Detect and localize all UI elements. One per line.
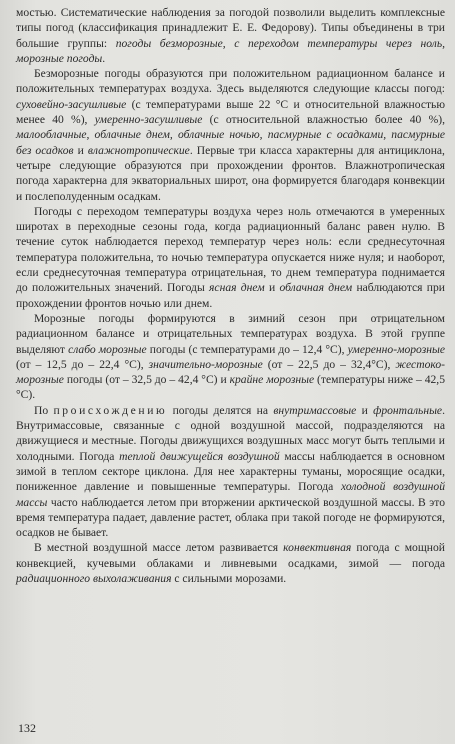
italic-term: фронтальные	[373, 403, 443, 417]
italic-term: умеренно-морозные	[347, 342, 445, 356]
italic-term: умеренно-засушливые	[94, 113, 203, 127]
italic-term: погоды безморозные, с переходом температуры через ноль, морозные погоды	[16, 36, 445, 65]
italic-term: суховейно-засушливые	[16, 97, 127, 111]
text-run: погода с мощной конвекцией, кучевыми облаками и ливневыми осадками, зимой — погода	[16, 541, 445, 570]
italic-term: облачная днем	[279, 281, 353, 295]
text-run: (с температурами выше 22 °С и относительной влажностью менее 40 %),	[16, 97, 445, 127]
italic-term: конвективная	[283, 541, 352, 555]
spaced-term: происхождению	[53, 403, 168, 417]
text-run: . Внутримассовые, связанные с одной воздушной массой, подразделяются на движущиеся и местные. Погоды движущихся воздушных масс могут быть теплыми и холодными. Погода	[16, 403, 445, 463]
italic-term: ясная днем	[209, 281, 265, 295]
page-number: 132	[18, 720, 36, 735]
text-run: (от – 22,5 до – 32,4°С),	[262, 357, 396, 371]
text-run: В местной воздушной массе летом развивается	[34, 541, 284, 555]
paragraph-local-air-mass	[16, 540, 445, 586]
text-run: По	[34, 403, 54, 417]
paragraph-frosty-weather	[16, 311, 445, 403]
text-run: погоды (от – 32,5 до – 42,4 °С) и	[63, 373, 230, 387]
paragraph-frostless-weather	[16, 66, 445, 204]
paragraph-weather-origin	[16, 403, 445, 541]
italic-term: холодной воздушной массы	[16, 480, 445, 509]
text-run: погоды делятся на	[167, 403, 274, 417]
paragraph-zero-crossing-weather	[16, 204, 445, 311]
text-run: Безморозные погоды образуются при положительном радиационном балансе и положительных температурах воздуха. Здесь выделяются следующие классы погод:	[16, 67, 445, 96]
text-run: и	[73, 143, 88, 157]
text-run: (от – 12,5 до – 22,4 °С),	[16, 357, 149, 371]
text-run: (температуры ниже – 42,5 °С).	[16, 373, 445, 402]
italic-term: значительно-морозные	[148, 357, 263, 371]
text-run: массы наблюдается в основном зимой в теплом секторе циклона. Для нее характерны туманы, моросящие осадки, пониженное давление и повышенные температуры. Погода	[16, 449, 446, 494]
italic-term: внутримассовые	[273, 403, 357, 417]
text-run: часто наблюдается летом при вторжении арктической воздушной массы. В это время температура падает, давление растет, облака при такой погоде не формируются, осадков не бывает.	[16, 495, 445, 540]
text-run: с сильными морозами.	[171, 571, 287, 585]
text-run: погоды (с температурами до – 12,4 °С),	[146, 342, 348, 356]
text-run: Погоды с переходом температуры воздуха через ноль отмечаются в умеренных широтах в переходные сезоны года, когда радиационный баланс равен нулю. В течение суток наблюдается переход температур через ноль: если среднесуточная температура положительна, то ночью температура опускается ниже нуля; и наоборот, если среднесуточная температура отрицательная, то днем температура поднимается до положительных значений. Погоды	[16, 204, 445, 295]
italic-term: жестоко-морозные	[16, 357, 446, 387]
text-run: и	[264, 281, 280, 295]
paragraph-weather-types-intro	[16, 5, 445, 66]
text-run: Морозные погоды формируются в зимний сезон при отрицательном радиационном балансе и отрицательных температурах воздуха. В этой группе выделяют	[16, 311, 445, 356]
text-run: и	[356, 403, 374, 417]
italic-term: слабо морозные	[68, 342, 147, 356]
text-run: мостью. Систематические наблюдения за погодой позволили выделить комплексные типы погод (классификация принадлежит Е. Е. Федорову). Типы объединены в три большие группы:	[16, 6, 445, 50]
italic-term: малооблачные, облачные днем, облачные ночью, пасмурные с осадками, пасмурные без осадков	[16, 128, 445, 157]
text-run: наблюдаются при прохождении фронтов ночью или днем.	[16, 281, 446, 310]
text-run: (с относительной влажностью более 40 %),	[202, 113, 445, 127]
italic-term: теплой движущейся воздушной	[119, 449, 280, 463]
italic-term: крайне морозные	[229, 373, 315, 387]
italic-term: влажнотропические	[87, 143, 190, 157]
text-run: .	[102, 51, 106, 65]
text-run: . Первые три класса характерны для антициклона, четыре следующие образуются при прохождении фронтов. Влажнотропическая погода характерна для экваториальных широт, она формируется благодаря конвекции и послеполуденным осадкам.	[16, 143, 445, 203]
italic-term: радиационного выхолаживания	[16, 571, 172, 585]
